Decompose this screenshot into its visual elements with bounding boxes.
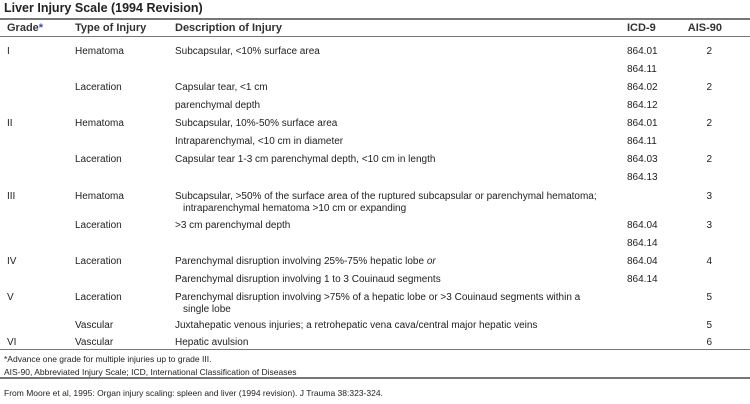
ais-score-cell-text: 3 <box>706 191 712 202</box>
description-cell-text: Capsular tear 1-3 cm parenchymal depth, <10 cm in length <box>175 154 436 165</box>
grade-cell <box>7 337 16 349</box>
icd-code-cell <box>627 274 658 286</box>
header-ais: AIS-90 <box>687 22 722 34</box>
ais-score-cell <box>690 118 712 130</box>
ais-score-cell-text: 4 <box>706 256 712 267</box>
divider <box>0 36 750 37</box>
icd-code-cell-text: 864.02 <box>627 82 658 93</box>
description-cell-text: Parenchymal disruption involving >75% of a hepatic lobe or >3 Couinaud segments within a <box>175 292 581 303</box>
header-type: Type of Injury <box>75 22 147 34</box>
injury-type-cell-text: Laceration <box>75 154 122 165</box>
ais-score-cell-text: 2 <box>706 154 712 165</box>
grade-cell <box>7 46 10 58</box>
grade-cell <box>7 292 14 304</box>
description-cell-text: Juxtahepatic venous injuries; a retrohepatic vena cava/central major hepatic veins <box>175 320 538 331</box>
ais-score-cell-text: 2 <box>706 82 712 93</box>
description-cell-text: Intraparenchymal, <10 cm in diameter <box>175 136 344 147</box>
description-cell <box>175 256 436 268</box>
grade-cell <box>7 118 13 130</box>
icd-code-cell <box>627 172 658 184</box>
ais-score-cell <box>690 320 712 332</box>
ais-score-cell <box>690 292 712 304</box>
description-cell-text: Hepatic avulsion <box>175 337 249 348</box>
header-grade <box>7 22 43 34</box>
icd-code-cell <box>627 64 657 76</box>
table-title: Liver Injury Scale (1994 Revision) <box>4 1 203 15</box>
grade-cell-text: III <box>7 191 16 202</box>
injury-type-cell <box>75 191 124 203</box>
description-cell <box>175 337 248 349</box>
description-cell <box>175 136 343 148</box>
header-grade-label: Grade <box>7 22 39 34</box>
ais-score-cell-text: 2 <box>706 46 712 57</box>
ais-score-cell <box>690 82 712 94</box>
injury-type-cell-text: Hematoma <box>75 46 124 57</box>
description-cell-text: Capsular tear, <1 cm <box>175 82 268 93</box>
injury-type-cell <box>75 220 122 232</box>
description-cell-text: Subcapsular, <10% surface area <box>175 46 320 57</box>
icd-code-cell <box>627 136 657 148</box>
injury-type-cell <box>75 118 124 130</box>
description-cell-text: parenchymal depth <box>175 100 261 111</box>
footnote: *Advance one grade for multiple injuries up to grade III. <box>4 354 212 364</box>
icd-code-cell-text: 864.14 <box>627 238 658 249</box>
divider <box>0 18 750 20</box>
icd-code-cell <box>627 256 658 268</box>
description-cell <box>175 191 597 215</box>
injury-type-cell <box>75 320 113 332</box>
icd-code-cell <box>627 82 658 94</box>
injury-type-cell <box>75 337 113 349</box>
icd-code-cell <box>627 220 658 232</box>
injury-type-cell-text: Laceration <box>75 82 122 93</box>
grade-cell <box>7 256 16 268</box>
divider <box>0 349 750 350</box>
ais-score-cell <box>690 256 712 268</box>
ais-score-cell-text: 5 <box>706 292 712 303</box>
footnote: AIS-90, Abbreviated Injury Scale; ICD, International Classification of Diseases <box>4 367 297 377</box>
grade-cell <box>7 191 15 203</box>
description-cell <box>175 220 290 232</box>
grade-cell-text: IV <box>7 256 17 267</box>
icd-code-cell-text: 864.03 <box>627 154 658 165</box>
footnote-mark: * <box>38 22 44 34</box>
ais-score-cell-text: 6 <box>706 337 712 348</box>
grade-cell-text: VI <box>7 337 17 348</box>
injury-type-cell-text: Laceration <box>75 292 122 303</box>
icd-code-cell-text: 864.12 <box>627 100 658 111</box>
grade-cell-text: V <box>7 292 14 303</box>
description-cell <box>175 82 268 94</box>
injury-type-cell <box>75 256 122 268</box>
ais-score-cell-text: 5 <box>706 320 712 331</box>
icd-code-cell <box>627 238 658 250</box>
icd-code-cell-text: 864.11 <box>627 136 657 147</box>
emphasis-text: or <box>426 256 436 267</box>
icd-code-cell-text: 864.13 <box>627 172 658 183</box>
description-cell <box>175 292 580 316</box>
description-cell-text: >3 cm parenchymal depth <box>175 220 291 231</box>
injury-type-cell-text: Laceration <box>75 220 122 231</box>
ais-score-cell <box>690 220 712 232</box>
description-cell <box>175 320 537 332</box>
injury-type-cell-text: Vascular <box>75 337 114 348</box>
description-cell <box>175 118 337 130</box>
injury-type-cell <box>75 292 122 304</box>
ais-score-cell-text: 3 <box>706 220 712 231</box>
ais-score-cell-text: 2 <box>706 118 712 129</box>
icd-code-cell <box>627 100 658 112</box>
icd-code-cell-text: 864.04 <box>627 256 658 267</box>
injury-type-cell-text: Hematoma <box>75 191 124 202</box>
source-citation: From Moore et al, 1995: Organ injury scaling: spleen and liver (1994 revision). J Trauma 38:323-324. <box>4 388 383 398</box>
icd-code-cell <box>627 46 658 58</box>
icd-code-cell-text: 864.01 <box>627 118 658 129</box>
ais-score-cell <box>690 337 712 349</box>
icd-code-cell-text: 864.01 <box>627 46 658 57</box>
description-continuation: single lobe <box>183 304 231 315</box>
injury-type-cell-text: Vascular <box>75 320 114 331</box>
header-description: Description of Injury <box>175 22 282 34</box>
grade-cell-text: II <box>7 118 13 129</box>
injury-type-cell <box>75 154 122 166</box>
icd-code-cell <box>627 118 658 130</box>
description-continuation: intraparenchymal hematoma >10 cm or expanding <box>183 203 407 214</box>
grade-cell-text: I <box>7 46 10 57</box>
description-cell-text: Subcapsular, >50% of the surface area of the ruptured subcapsular or parenchymal hematoma; <box>175 191 597 202</box>
description-cell <box>175 46 320 58</box>
injury-type-cell <box>75 46 124 58</box>
injury-type-cell-text: Laceration <box>75 256 122 267</box>
icd-code-cell-text: 864.11 <box>627 64 657 75</box>
icd-code-cell-text: 864.14 <box>627 274 658 285</box>
header-icd: ICD-9 <box>627 22 656 34</box>
icd-code-cell <box>627 154 658 166</box>
injury-type-cell-text: Hematoma <box>75 118 124 129</box>
description-cell <box>175 100 260 112</box>
icd-code-cell-text: 864.04 <box>627 220 658 231</box>
description-cell-text: Parenchymal disruption involving 1 to 3 Couinaud segments <box>175 274 441 285</box>
ais-score-cell <box>690 191 712 203</box>
ais-score-cell <box>690 46 712 58</box>
ais-score-cell <box>690 154 712 166</box>
description-cell <box>175 274 441 286</box>
description-cell <box>175 154 435 166</box>
injury-type-cell <box>75 82 122 94</box>
description-cell-text: Subcapsular, 10%-50% surface area <box>175 118 338 129</box>
divider <box>0 377 750 379</box>
description-cell-text: Parenchymal disruption involving 25%-75% hepatic lobe <box>175 256 425 267</box>
